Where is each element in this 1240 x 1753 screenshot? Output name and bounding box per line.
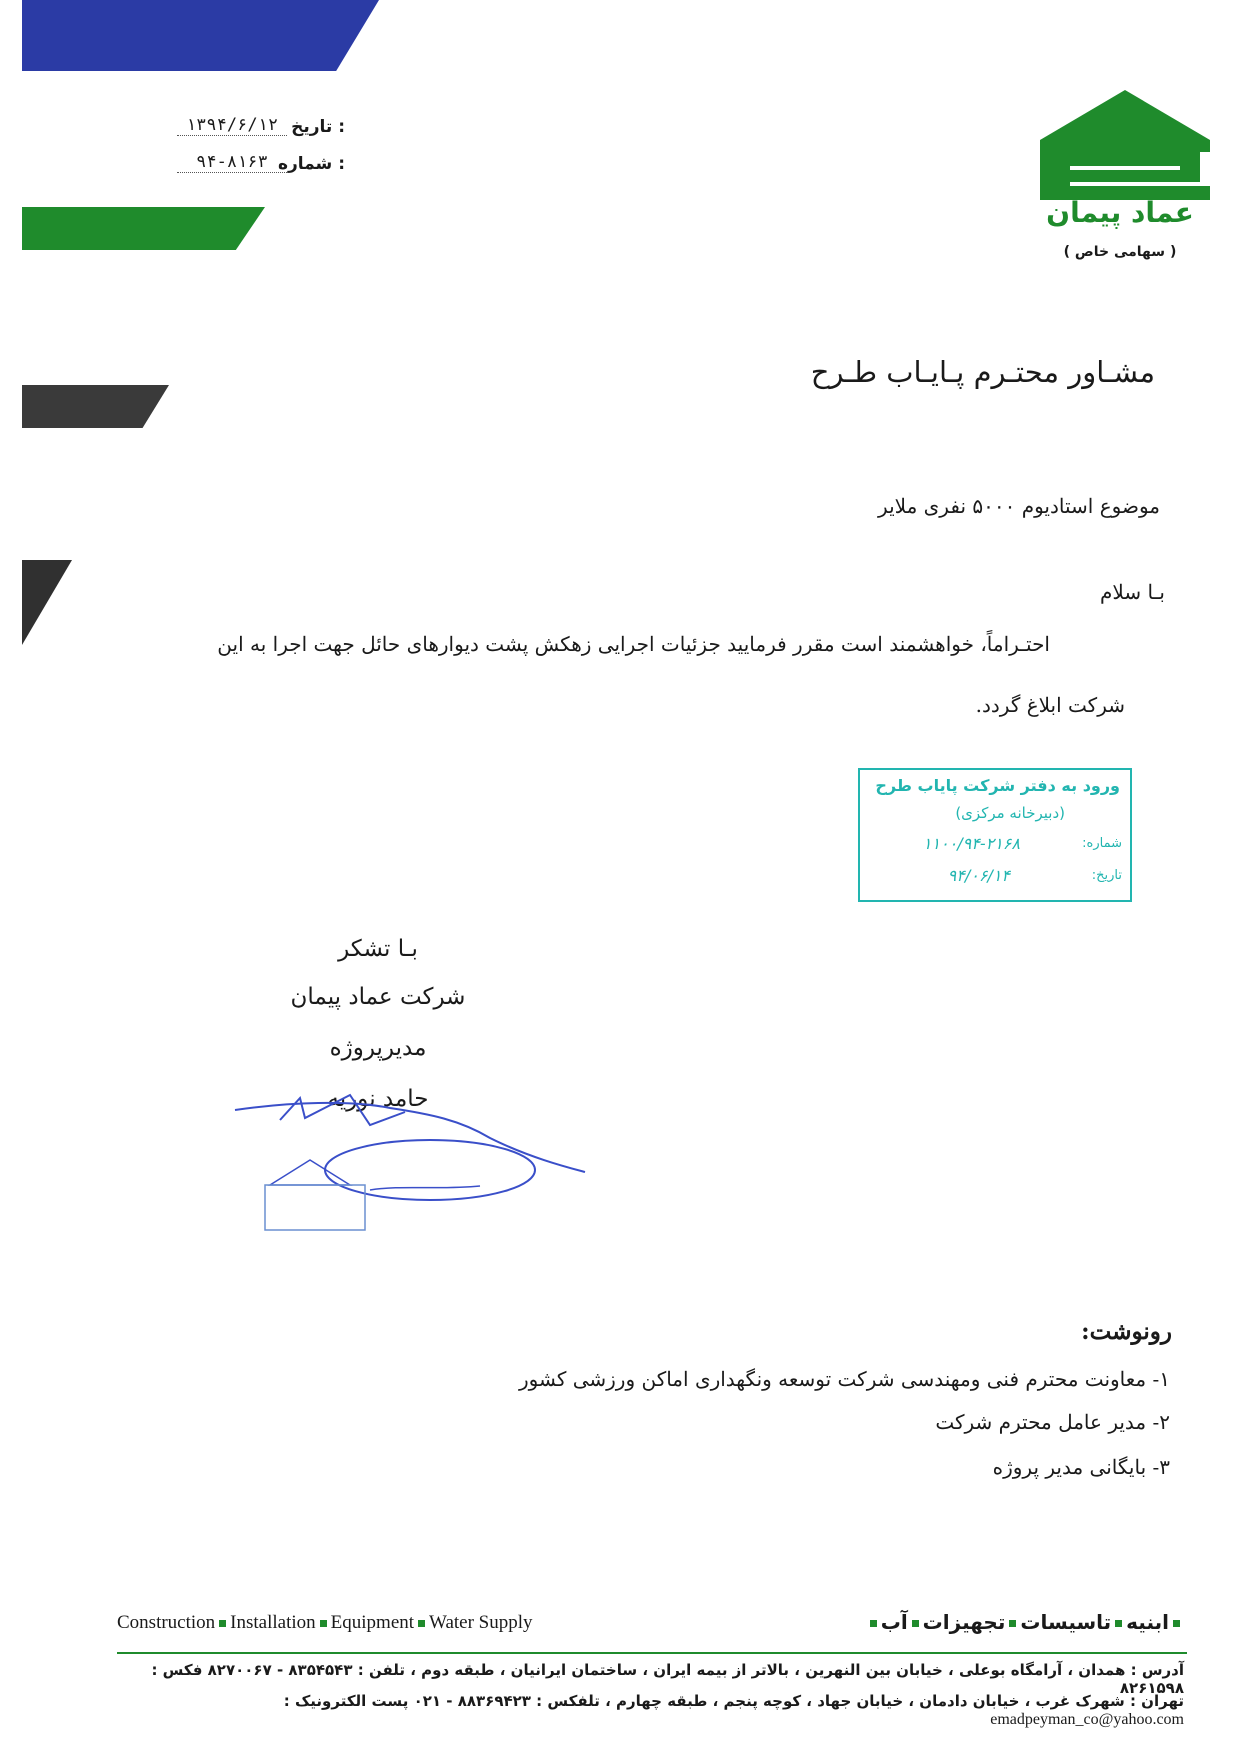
footer-services-en [117,1612,533,1634]
bullet-square-icon [219,1620,226,1627]
cc-title: رونوشت: [1081,1318,1172,1345]
brand-subtitle: ( سهامی خاص ) [1063,244,1177,260]
bullet-square-icon [912,1620,919,1627]
closing-role: مدیرپروژه [329,1035,427,1061]
date-label: : تاریخ [291,117,345,137]
bullet-square-icon [1009,1620,1016,1627]
footer-services-fa [866,1610,1184,1634]
stamp-date-value: ۹۴/۰۶/۱۴ [947,866,1010,885]
number-label: : شماره [277,154,345,174]
greeting-line: بـا سلام [1100,580,1165,604]
email-address: emadpeyman_co@yahoo.com [990,1711,1184,1728]
body-line-2: شرکت ابلاغ گردد. [975,693,1125,717]
footer-en-item: Equipment [330,1612,415,1633]
footer-en-item: Construction [117,1612,216,1633]
brand-name: عماد پیمان [1046,196,1194,229]
bullet-square-icon [1115,1620,1122,1627]
date-value: ۱۳۹۴/۶/۱۲ [177,115,287,136]
address-tehran-text: تهران : شهرک غرب ، خیابان دادمان ، خیابان جهاد ، کوچه پنجم ، طبقه چهارم ، تلفکس : ۸۸۳۶۹۴۲۳ - ۰۲۱ پست الکترونیک : [283,1692,1184,1710]
stamp-date-label: تاریخ: [1091,868,1122,883]
footer-en-item: Water Supply [429,1612,533,1633]
bullet-square-icon [320,1620,327,1627]
stamp-number-value: ۱۱۰۰/۹۴-۲۱۶۸ [922,834,1020,853]
footer-fa-item: تجهیزات [922,1610,1006,1634]
cc-item: ۲- مدیر عامل محترم شرکت [935,1410,1170,1434]
body-line-1: احتـراماً، خواهشمند است مقرر فرمایید جزئیات اجرایی زهکش پشت دیوارهای حائل جهت اجرا به این [217,632,1050,656]
recipient-line: مشـاور محتـرم پـایـاب طـرح [810,355,1155,389]
address-hamedan: آدرس : همدان ، آرامگاه بوعلی ، خیابان بین النهرین ، بالاتر از بیمه ایران ، ساختمان ایرانیان ، طبقه دوم ، تلفن : ۸۳۵۴۵۴۳ - ۸۲۷۰۰۶۷ فکس : ۸۲۶۱۵۹۸ [151,1661,1184,1697]
company-logo-icon [1040,90,1210,200]
footer-en-item: Installation [230,1612,316,1633]
stamp-title: ورود به دفتر شرکت پایاب طرح [875,776,1120,795]
header-blue-bar [22,0,379,71]
number-row [115,152,345,182]
closing-company: شرکت عماد پیمان [290,984,466,1010]
closing-thanks: بـا تشکر [338,936,418,962]
date-row [115,115,345,145]
side-gray-bar [22,385,169,428]
bullet-square-icon [418,1620,425,1627]
header-green-bar [22,207,265,250]
closing-name: حامد نوریه [327,1086,429,1112]
footer-divider [117,1652,1187,1654]
cc-item: ۳- بایگانی مدیر پروژه [992,1455,1170,1479]
footer-fa-item: ابنیه [1126,1610,1169,1634]
bullet-square-icon [870,1620,877,1627]
stamp-subtitle: (دبیرخانه مرکزی) [955,804,1065,822]
number-value: ۹۴-۸۱۶۳ [177,152,287,173]
stamp-number-label: شماره: [1082,836,1122,851]
address-tehran [104,1692,1184,1729]
signature-icon [230,1090,590,1250]
reception-stamp [858,768,1132,902]
footer-fa-item: آب [880,1610,908,1634]
subject-line: موضوع استادیوم ۵۰۰۰ نفری ملایر [878,494,1160,518]
footer-fa-item: تاسیسات [1020,1610,1112,1634]
cc-item: ۱- معاونت محترم فنی ومهندسی شرکت توسعه ونگهداری اماکن ورزشی کشور [519,1367,1170,1391]
bullet-square-icon [1173,1620,1180,1627]
